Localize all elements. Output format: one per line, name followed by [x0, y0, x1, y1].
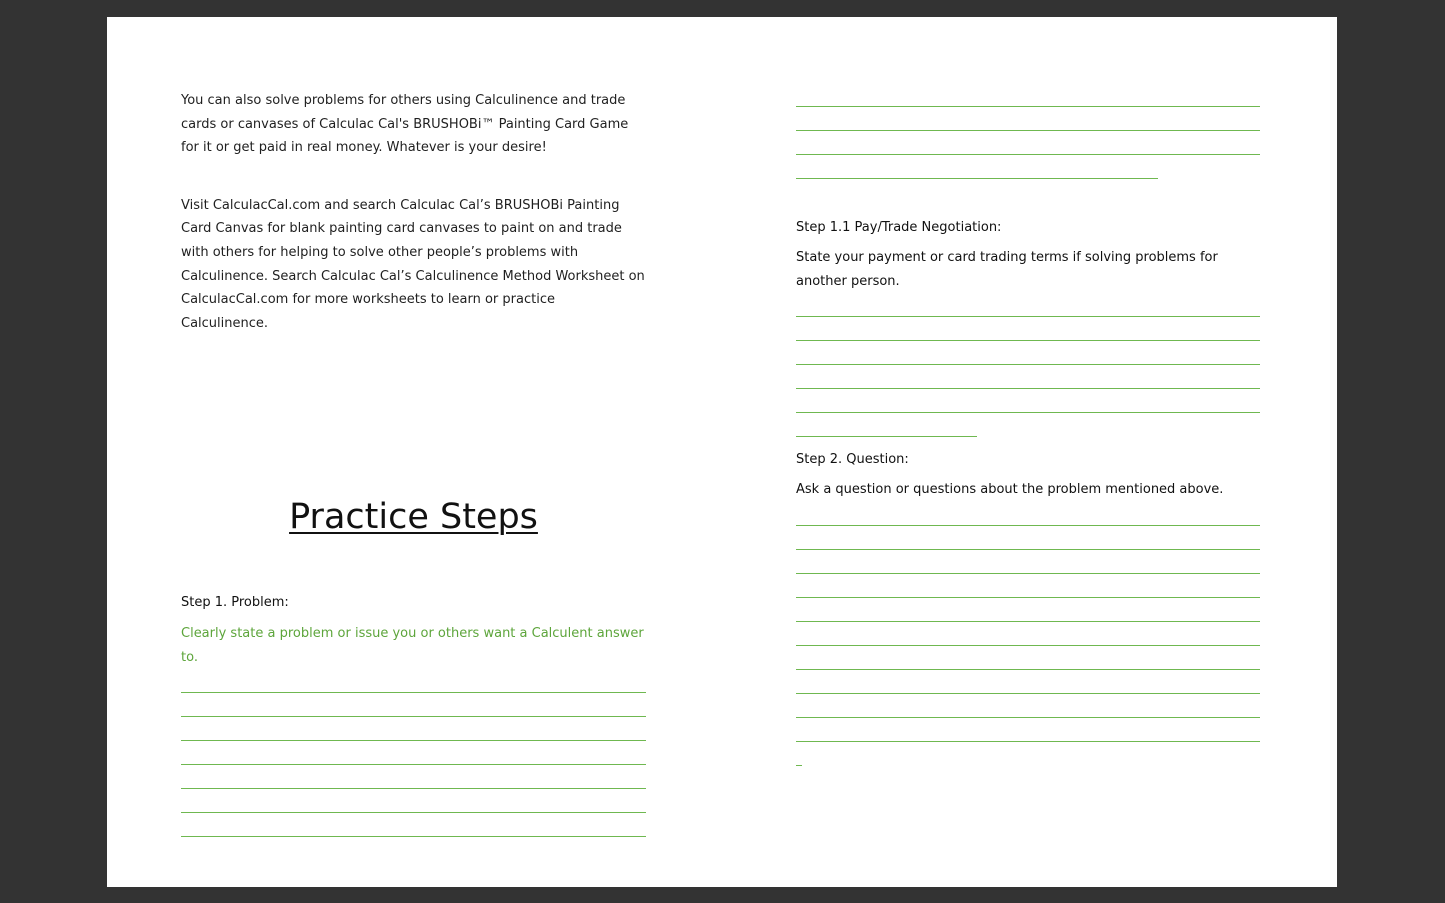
answer-line[interactable] — [796, 83, 1260, 107]
answer-line[interactable] — [796, 646, 1260, 670]
answer-line[interactable] — [796, 718, 1260, 742]
answer-line[interactable] — [796, 413, 977, 437]
step-1-instruction: Clearly state a problem or issue you or others want a Calculent answer to. — [181, 626, 644, 665]
answer-line[interactable] — [796, 550, 1260, 574]
answer-line[interactable] — [796, 107, 1260, 131]
answer-line[interactable] — [796, 622, 1260, 646]
answer-line[interactable] — [796, 742, 802, 766]
answer-line[interactable] — [796, 670, 1260, 694]
step-2-question — [796, 452, 1260, 766]
step-2-instruction: Ask a question or questions about the problem mentioned above. — [796, 482, 1224, 497]
answer-line[interactable] — [796, 365, 1260, 389]
answer-line[interactable] — [796, 341, 1260, 365]
answer-line[interactable] — [796, 389, 1260, 413]
answer-line[interactable] — [796, 317, 1260, 341]
answer-line[interactable] — [181, 765, 646, 789]
answer-line[interactable] — [181, 669, 646, 693]
step-1-problem — [181, 595, 646, 837]
step-1-1-heading: Step 1.1 Pay/Trade Negotiation: — [796, 220, 1002, 235]
answer-line[interactable] — [181, 789, 646, 813]
step-1-heading: Step 1. Problem: — [181, 595, 289, 610]
worksheet-page — [107, 17, 1337, 887]
step-1-1-answer-lines — [796, 293, 1260, 437]
answer-line[interactable] — [796, 574, 1260, 598]
step-2-heading: Step 2. Question: — [796, 452, 909, 467]
left-column-intro — [181, 89, 646, 335]
answer-line[interactable] — [796, 155, 1158, 179]
intro-paragraph-1: You can also solve problems for others using Calculinence and trade cards or canvases of Calculac Cal's BRUSHOBi™ Painting Card Game for it or get paid in real money. Whatever is your desire! — [181, 93, 629, 156]
step-1-answer-lines — [181, 669, 646, 837]
answer-line[interactable] — [181, 813, 646, 837]
answer-line[interactable] — [796, 598, 1260, 622]
intro-paragraph-2: Visit CalculacCal.com and search Calculac Cal’s BRUSHOBi Painting Card Canvas for blank painting card canvases to paint on and trade with others for helping to solve other people’s problems with Calculinence. Search Calculac Cal’s Calculinence Method Worksheet on CalculacCal.com for more worksheets to learn or practice Calculinence. — [181, 197, 645, 331]
step-2-answer-lines — [796, 502, 1260, 766]
answer-line[interactable] — [181, 693, 646, 717]
step-1-1-pay-trade — [796, 220, 1260, 437]
answer-line[interactable] — [796, 131, 1260, 155]
continued-answer-lines — [796, 83, 1260, 179]
answer-line[interactable] — [796, 526, 1260, 550]
answer-line[interactable] — [796, 694, 1260, 718]
section-title: Practice Steps — [289, 497, 538, 537]
section-title-wrap — [181, 497, 646, 537]
answer-line[interactable] — [796, 502, 1260, 526]
step-1-1-instruction: State your payment or card trading terms if solving problems for another person. — [796, 250, 1218, 289]
answer-line[interactable] — [181, 717, 646, 741]
answer-line[interactable] — [181, 741, 646, 765]
answer-line[interactable] — [796, 293, 1260, 317]
